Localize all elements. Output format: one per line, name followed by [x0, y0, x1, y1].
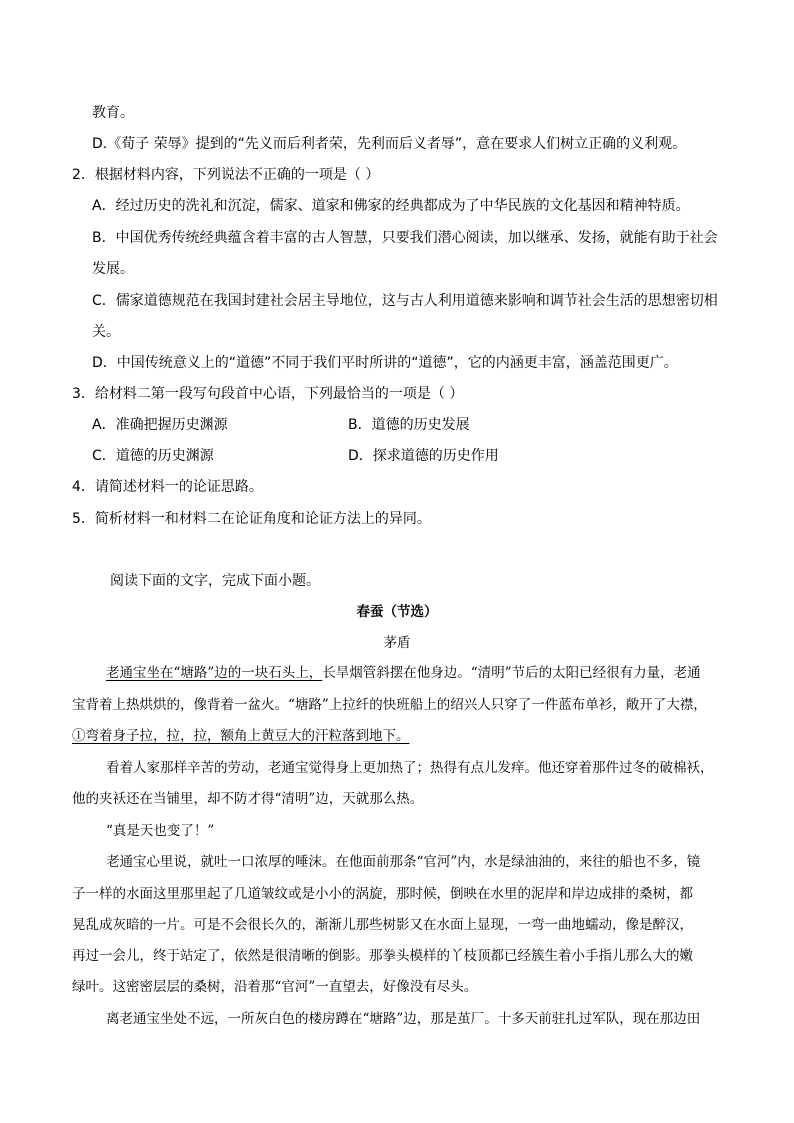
- q2-option-b-line1: B．中国优秀传统经典蕴含着丰富的古人智慧，只要我们潜心阅读，加以继承、发扬，就能有助于社会: [92, 230, 718, 246]
- passage-p5-line1: 离老通宝坐处不远，一所灰白色的楼房蹲在“塘路”边，那是茧厂。十多天前驻扎过军队，现在那边田: [106, 1011, 701, 1027]
- q3-option-b: B．道德的历史发展: [348, 417, 470, 433]
- q2-option-b-line2: 发展。: [92, 261, 134, 277]
- reading-instruction: 阅读下面的文字，完成下面小题。: [110, 573, 320, 589]
- passage-p1-line1: 老通宝坐在“塘路”边的一块石头上，长旱烟管斜摆在他身边。“清明”节后的太阳已经很有力量，老通: [106, 665, 701, 681]
- q1-tail: 教育。: [92, 105, 134, 121]
- q3-option-c: C．道德的历史渊源: [92, 448, 214, 464]
- q3-option-a: A．准确把握历史渊源: [92, 417, 228, 433]
- passage-p2-line2: 他的夹袄还在当铺里，却不防才得“清明”边，天就那么热。: [72, 791, 424, 807]
- q2-stem: 2．根据材料内容，下列说法不正确的一项是（ ）: [72, 167, 380, 183]
- passage-p4-line3: 晃乱成灰暗的一片。可是不会很长久的，渐渐儿那些树影又在水面上显现，一弯一曲地蠕动，像是醉汉，: [72, 917, 693, 933]
- q2-option-c-line1: C．儒家道德规范在我国封建社会居主导地位，这与古人利用道德来影响和调节社会生活的思想密切相: [92, 293, 718, 309]
- q5: 5．简析材料一和材料二在论证角度和论证方法上的异同。: [72, 511, 431, 527]
- passage-p3: “真是天也变了！”: [106, 823, 215, 839]
- passage-title: 春蚕（节选）: [356, 604, 438, 620]
- passage-p4-line2: 子一样的水面这里那里起了几道皱纹或是小小的涡旋，那时候，倒映在水里的泥岸和岸边成排的桑树，都: [72, 886, 693, 902]
- q2-option-a: A．经过历史的洗礼和沉淀，儒家、道家和佛家的经典都成为了中华民族的文化基因和精神特质。: [92, 198, 690, 214]
- underlined-sentence: 老通宝坐在“塘路”边的一块石头上，: [106, 665, 323, 681]
- q1-option-d: D.《荀子 荣辱》提到的“先义而后利者荣，先利而后义者辱”，意在要求人们树立正确的义利观。: [92, 136, 687, 152]
- passage-p2-line1: 看着人家那样辛苦的劳动，老通宝觉得身上更加热了；热得有点儿发痒。他还穿着那件过冬的破棉袄，: [106, 760, 714, 776]
- passage-author: 茅盾: [383, 635, 411, 651]
- passage-p1-line2: 宝背着上热烘烘的，像背着一盆火。“塘路”上拉纤的快班船上的绍兴人只穿了一件蓝布单衫，敞开了大襟，: [72, 697, 707, 713]
- passage-p4-line1: 老通宝心里说，就吐一口浓厚的唾沫。在他面前那条“官河”内，水是绿油油的，来往的船也不多，镜: [106, 854, 701, 870]
- q2-option-d: D．中国传统意义上的“道德”不同于我们平时所讲的“道德”，它的内涵更丰富，涵盖范围更广。: [92, 355, 678, 371]
- q3-stem: 3．给材料二第一段写句段首中心语，下列最恰当的一项是（ ）: [72, 386, 464, 402]
- q4: 4．请简述材料一的论证思路。: [72, 479, 263, 495]
- q3-option-d: D．探求道德的历史作用: [348, 448, 499, 464]
- passage-p4-line4: 再过一会儿，终于站定了，依然是很清晰的倒影。那拳头模样的丫枝顶都已经簇生着小手指儿那么大的嫩: [72, 948, 693, 964]
- passage-p1-line3-underlined: ①弯着身子拉，拉，拉，额角上黄豆大的汗粒落到地下。: [72, 728, 410, 744]
- q2-option-c-line2: 关。: [92, 324, 120, 340]
- passage-p4-line5: 绿叶。这密密层层的桑树，沿着那“官河”一直望去，好像没有尽头。: [72, 979, 478, 995]
